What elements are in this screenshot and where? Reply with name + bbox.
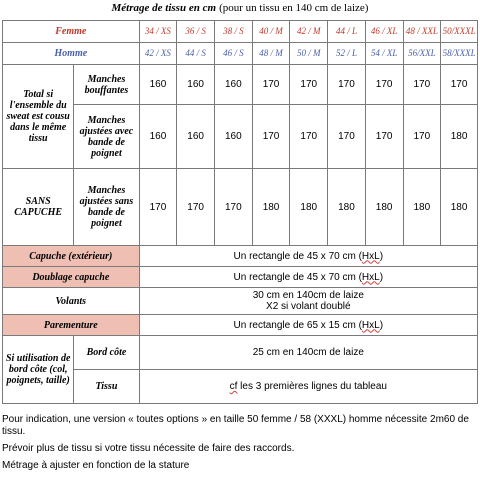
row-doublage [3, 267, 478, 288]
femme-row [3, 21, 478, 43]
row-label: Manches bouffantes [74, 65, 139, 105]
capuche-label: Capuche (extérieur) [3, 246, 140, 267]
volants-label: Volants [3, 288, 140, 315]
femme-size: 46 / XL [365, 21, 403, 43]
row-tissu [3, 370, 478, 404]
value-cell: 170 [290, 105, 328, 169]
volants-value [139, 288, 477, 315]
value-cell: 170 [365, 65, 403, 105]
value-cell: 170 [328, 65, 366, 105]
homme-label: Homme [3, 43, 140, 65]
homme-size: 58/XXXL [441, 43, 478, 65]
value-cell: 170 [365, 105, 403, 169]
value-cell: 170 [328, 105, 366, 169]
value-cell: 160 [214, 105, 252, 169]
femme-size: 36 / S [177, 21, 215, 43]
title-sub: (pour un tissu en 140 cm de laize) [219, 2, 369, 14]
note-paragraph: Métrage à ajuster en fonction de la stature [2, 460, 190, 471]
homme-size: 54 / XL [365, 43, 403, 65]
value-cell: 170 [290, 65, 328, 105]
femme-size: 50/XXXL [441, 21, 478, 43]
femme-label: Femme [3, 21, 140, 43]
value-cell: 180 [403, 169, 441, 246]
homme-size: 48 / M [252, 43, 290, 65]
value-cell: 180 [365, 169, 403, 246]
value-cell: 180 [252, 169, 290, 246]
row-bord-cote [3, 336, 478, 370]
value-cell: 180 [328, 169, 366, 246]
value-cell: 170 [214, 169, 252, 246]
row-manches-avec-bande [3, 105, 478, 169]
title-main: Métrage de tissu en cm [111, 2, 217, 14]
sans-capuche-label: SANS CAPUCHE [3, 169, 74, 246]
parementure-label: Parementure [3, 315, 140, 336]
homme-size: 42 / XS [139, 43, 177, 65]
row-label: Manches ajustées sans bande de poignet [74, 169, 139, 246]
total-label: Total si l'ensemble du sweat est cousu dans le même tissu [3, 65, 74, 169]
table-title [0, 2, 480, 15]
value-cell: 160 [214, 65, 252, 105]
tissu-value: cf les 3 premières lignes du tableau [139, 370, 477, 404]
volants-line2: X2 si volant doublé [266, 301, 351, 312]
homme-row [3, 43, 478, 65]
parementure-value: Un rectangle de 65 x 15 cm (HxL) [139, 315, 477, 336]
value-cell: 170 [403, 65, 441, 105]
femme-size: 48 / XXL [403, 21, 441, 43]
femme-size: 44 / L [328, 21, 366, 43]
value-cell: 180 [441, 105, 478, 169]
value-cell: 160 [139, 65, 177, 105]
doublage-label: Doublage capuche [3, 267, 140, 288]
row-capuche [3, 246, 478, 267]
femme-size: 38 / S [214, 21, 252, 43]
row-manches-sans-bande [3, 169, 478, 246]
homme-size: 56/XXL [403, 43, 441, 65]
bord-cote-label: Bord côte [74, 336, 139, 370]
homme-size: 50 / M [290, 43, 328, 65]
value-cell: 170 [139, 169, 177, 246]
volants-line1: 30 cm en 140cm de laize [252, 290, 364, 301]
femme-size: 34 / XS [139, 21, 177, 43]
note-paragraph: Pour indication, une version « toutes options » en taille 50 femme / 58 (XXXL) homme nécessite 2m60 de tissu. [2, 414, 469, 437]
value-cell: 180 [441, 169, 478, 246]
value-cell: 170 [177, 169, 215, 246]
notes [2, 414, 478, 477]
value-cell: 160 [177, 65, 215, 105]
row-parementure [3, 315, 478, 336]
value-cell: 180 [290, 169, 328, 246]
homme-size: 52 / L [328, 43, 366, 65]
fabric-table [2, 20, 478, 404]
value-cell: 160 [139, 105, 177, 169]
bord-cote-group-label: Si utilisation de bord côte (col, poignets, taille) [3, 336, 74, 404]
row-label: Manches ajustées avec bande de poignet [74, 105, 139, 169]
tissu-label: Tissu [74, 370, 139, 404]
value-cell: 170 [252, 105, 290, 169]
doublage-value: Un rectangle de 45 x 70 cm (HxL) [139, 267, 477, 288]
value-cell: 170 [403, 105, 441, 169]
bord-cote-value: 25 cm en 140cm de laize [139, 336, 477, 370]
value-cell: 160 [177, 105, 215, 169]
capuche-value: Un rectangle de 45 x 70 cm (HxL) [139, 246, 477, 267]
homme-size: 44 / S [177, 43, 215, 65]
row-manches-bouffantes [3, 65, 478, 105]
value-cell: 170 [441, 65, 478, 105]
note-paragraph: Prévoir plus de tissu si votre tissu nécessite de faire des raccords. [2, 443, 295, 454]
femme-size: 42 / M [290, 21, 328, 43]
homme-size: 46 / S [214, 43, 252, 65]
femme-size: 40 / M [252, 21, 290, 43]
row-volants [3, 288, 478, 315]
value-cell: 170 [252, 65, 290, 105]
